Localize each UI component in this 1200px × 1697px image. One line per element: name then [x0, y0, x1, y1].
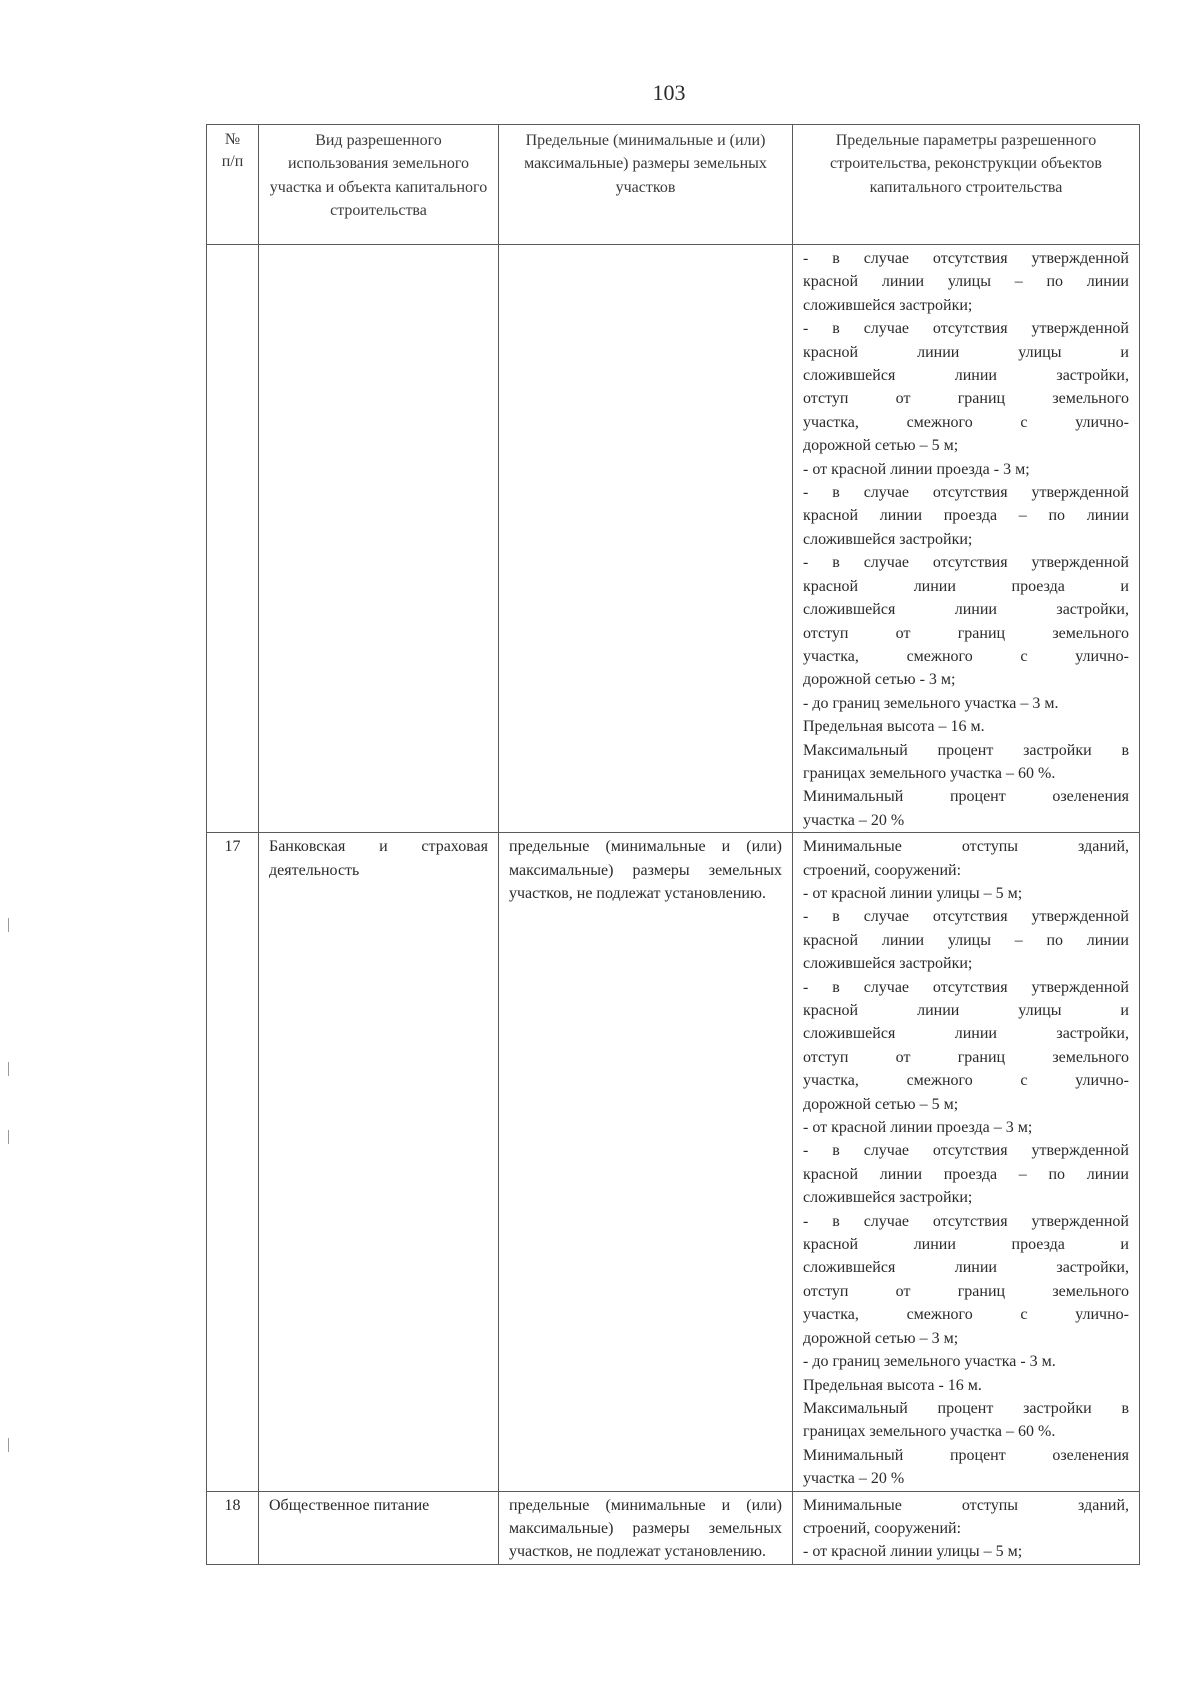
param-line: отступ от границ земельного	[803, 390, 1129, 408]
table-body	[207, 245, 1140, 1565]
row-number	[207, 245, 259, 833]
param-line: сложившейся линии застройки,	[803, 601, 1129, 619]
param-line: границах земельного участка – 60 %.	[803, 764, 1056, 782]
scan-artifact-mark	[8, 1130, 9, 1144]
param-line: - в случае отсутствия утвержденной	[803, 250, 1129, 267]
zoning-parameters-table	[206, 124, 1140, 1565]
table-row	[207, 245, 1140, 833]
param-line: участка, смежного с улично-	[803, 1306, 1129, 1324]
param-line: дорожной сетью - 3 м;	[803, 671, 956, 689]
header-number: № п/п	[207, 125, 259, 245]
param-line: дорожной сетью – 5 м;	[803, 1095, 959, 1113]
param-line: - от красной линии проезда – 3 м;	[803, 1119, 1033, 1137]
param-line: строений, сооружений:	[803, 861, 962, 879]
param-line: участка – 20 %	[803, 811, 905, 829]
param-line: - в случае отсутствия утвержденной	[803, 908, 1129, 926]
param-line: красной линии проезда и	[803, 577, 1129, 595]
param-line: участка, смежного с улично-	[803, 1072, 1129, 1090]
table-row	[207, 833, 1140, 1491]
param-line: участка, смежного с улично-	[803, 413, 1129, 431]
param-line: красной линии проезда и	[803, 1236, 1129, 1254]
param-line: - в случае отсутствия утвержденной	[803, 554, 1129, 572]
param-line: Минимальные отступы зданий,	[803, 838, 1129, 856]
param-line: красной линии улицы – по линии	[803, 273, 1129, 291]
param-line: - в случае отсутствия утвержденной	[803, 320, 1129, 338]
param-line: Предельная высота – 16 м.	[803, 718, 985, 736]
param-line: красной линии проезда – по линии	[803, 507, 1129, 525]
scan-artifact-mark	[8, 918, 9, 932]
param-line: сложившейся линии застройки,	[803, 367, 1129, 385]
param-line: границах земельного участка – 60 %.	[803, 1423, 1056, 1441]
param-line: сложившейся линии застройки,	[803, 1025, 1129, 1043]
param-line: - в случае отсутствия утвержденной	[803, 484, 1129, 502]
param-line: - от красной линии проезда - 3 м;	[803, 460, 1030, 478]
row-use-kind: Банковская и страховая деятельность	[259, 833, 499, 1491]
param-line: отступ от границ земельного	[803, 1282, 1129, 1300]
param-line: - от красной линии улицы – 5 м;	[803, 884, 1023, 902]
page-number: 103	[652, 80, 686, 105]
param-line: красной линии улицы и	[803, 343, 1129, 361]
param-line: сложившейся застройки;	[803, 530, 973, 548]
param-line: Максимальный процент застройки в	[803, 1399, 1129, 1417]
row-number: 17	[207, 833, 259, 1491]
param-line: строений, сооружений:	[803, 1519, 962, 1537]
param-line: Предельная высота - 16 м.	[803, 1376, 982, 1394]
param-line: - в случае отсутствия утвержденной	[803, 978, 1129, 996]
param-line: - в случае отсутствия утвержденной	[803, 1212, 1129, 1230]
param-line: - до границ земельного участка - 3 м.	[803, 1353, 1056, 1371]
param-line: - до границ земельного участка – 3 м.	[803, 694, 1059, 712]
param-line: Максимальный процент застройки в	[803, 741, 1129, 759]
table-header-row	[207, 125, 1140, 245]
param-line: красной линии улицы и	[803, 1002, 1129, 1019]
row-plot-size: предельные (минимальные и (или) максимальные) размеры земельных участков, не подлежат установлению.	[499, 833, 793, 1491]
row-construction-params	[793, 1491, 1140, 1564]
row-construction-params	[793, 245, 1140, 833]
param-line: участка, смежного с улично-	[803, 647, 1129, 665]
row-plot-size: предельные (минимальные и (или) максимальные) размеры земельных участков, не подлежат установлению.	[499, 1491, 793, 1564]
scan-artifact-mark	[8, 1438, 9, 1452]
param-line: - в случае отсутствия утвержденной	[803, 1142, 1129, 1160]
table-row	[207, 1491, 1140, 1564]
param-line: Минимальные отступы зданий,	[803, 1496, 1129, 1514]
param-line: - от красной линии улицы – 5 м;	[803, 1543, 1023, 1561]
header-construction-params: Предельные параметры разрешенного строительства, реконструкции объектов капитального строительства	[793, 125, 1140, 245]
param-line: сложившейся застройки;	[803, 1189, 973, 1207]
param-line: дорожной сетью – 5 м;	[803, 437, 959, 455]
param-line: красной линии улицы – по линии	[803, 931, 1129, 949]
row-plot-size	[499, 245, 793, 833]
param-line: отступ от границ земельного	[803, 1048, 1129, 1066]
param-line: отступ от границ земельного	[803, 624, 1129, 642]
row-construction-params	[793, 833, 1140, 1491]
header-plot-size: Предельные (минимальные и (или) максимальные) размеры земельных участков	[499, 125, 793, 245]
param-line: сложившейся застройки;	[803, 296, 973, 314]
row-use-kind: Общественное питание	[259, 1491, 499, 1564]
header-use-kind: Вид разрешенного использования земельного участка и объекта капитального строительства	[259, 125, 499, 245]
param-line: красной линии проезда – по линии	[803, 1165, 1129, 1183]
param-line: участка – 20 %	[803, 1470, 905, 1488]
row-number: 18	[207, 1491, 259, 1564]
param-line: сложившейся застройки;	[803, 955, 973, 973]
scan-artifact-mark	[8, 1062, 9, 1076]
param-line: сложившейся линии застройки,	[803, 1259, 1129, 1277]
param-line: Минимальный процент озеленения	[803, 1446, 1129, 1464]
param-line: дорожной сетью – 3 м;	[803, 1329, 959, 1347]
row-use-kind	[259, 245, 499, 833]
param-line: Минимальный процент озеленения	[803, 788, 1129, 806]
